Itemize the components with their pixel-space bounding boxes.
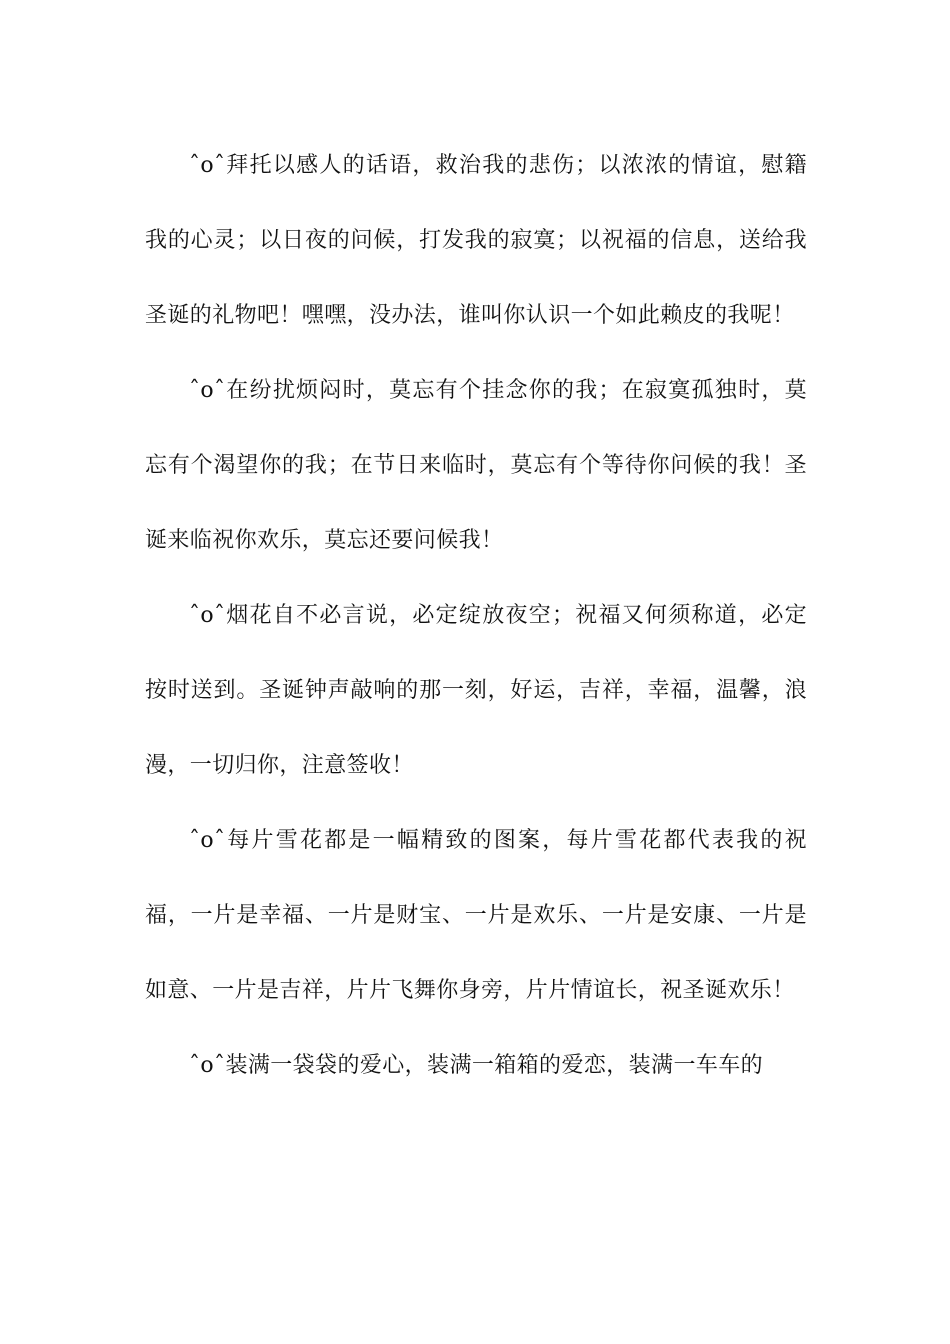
paragraph-2: ˆoˆ在纷扰烦闷时，莫忘有个挂念你的我；在寂寞孤独时，莫忘有个渴望你的我；在节日来临时，莫忘有个等待你问候的我！圣诞来临祝你欢乐，莫忘还要问候我！ bbox=[145, 378, 807, 553]
paragraph-3: ˆoˆ烟花自不必言说，必定绽放夜空；祝福又何须称道，必定按时送到。圣诞钟声敲响的那一刻，好运，吉祥，幸福，温馨，浪漫，一切归你，注意签收！ bbox=[145, 603, 807, 778]
paragraph-1: ˆoˆ拜托以感人的话语，救治我的悲伤；以浓浓的情谊，慰籍我的心灵；以日夜的问候，打发我的寂寞；以祝福的信息，送给我圣诞的礼物吧！嘿嘿，没办法，谁叫你认识一个如此赖皮的我呢！ bbox=[145, 153, 807, 328]
paragraph-5: ˆoˆ装满一袋袋的爱心，装满一箱箱的爱恋，装满一车车的 bbox=[189, 1053, 764, 1078]
paragraph-4: ˆoˆ每片雪花都是一幅精致的图案，每片雪花都代表我的祝福，一片是幸福、一片是财宝、一片是欢乐、一片是安康、一片是如意、一片是吉祥，片片飞舞你身旁，片片情谊长，祝圣诞欢乐！ bbox=[145, 828, 807, 1003]
document-page bbox=[145, 128, 807, 1103]
